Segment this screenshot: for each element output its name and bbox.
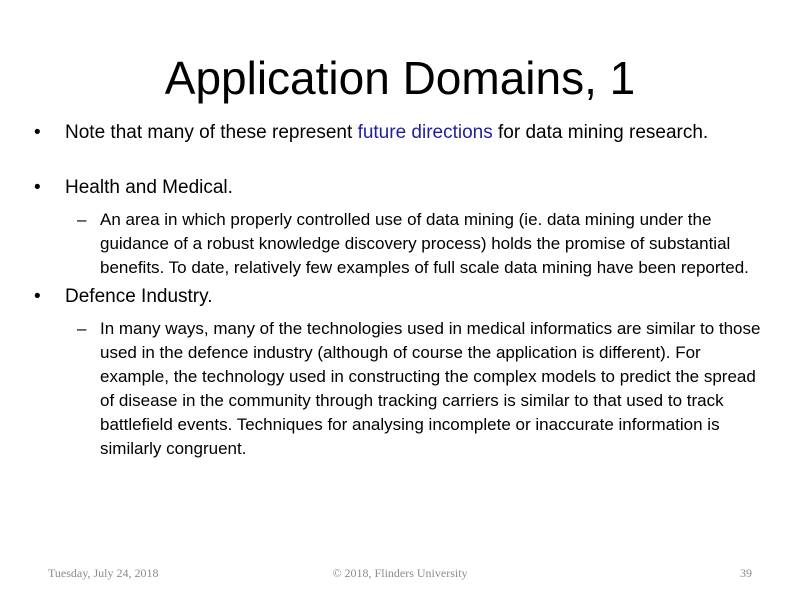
dash-icon: – [77, 210, 87, 229]
defence-industry-detail: In many ways, many of the technologies used in medical informatics are similar to those used in the defence industry (although of course the application is different). For example, the technology used in constructing the complex models to predict the spread of disease in the community through tracking carriers is similar to that used to track battlefield events. Techniques for analysing incomplete or inaccurate information is similarly congruent. [100, 319, 761, 458]
bullet-icon: • [34, 286, 41, 307]
dash-icon: – [77, 319, 87, 338]
slide-title: Application Domains, 1 [164, 52, 636, 104]
future-directions-highlight: future directions [357, 122, 493, 143]
intro-text-before: Note that many of these represent [65, 122, 358, 143]
health-medical-detail: An area in which properly controlled use of data mining (ie. data mining under the guidance of a robust knowledge discovery process) holds the promise of substantial benefits. To date, relatively few examples of full scale data mining have been reported. [100, 210, 749, 277]
sub-bullet-defence-industry [34, 317, 764, 461]
bullet-defence-industry [34, 284, 764, 309]
slide-body [34, 120, 764, 461]
footer-copyright: © 2018, Flinders University [332, 566, 468, 580]
footer-date: Tuesday, July 24, 2018 [48, 566, 159, 580]
footer-page-number: 39 [740, 566, 752, 580]
health-medical-heading: Health and Medical. [65, 177, 233, 198]
bullet-health-medical [34, 175, 764, 200]
sub-bullet-health-medical [34, 208, 764, 280]
bullet-intro [34, 120, 764, 145]
defence-industry-heading: Defence Industry. [65, 286, 213, 307]
bullet-icon: • [34, 177, 41, 198]
intro-text-after: for data mining research. [492, 122, 709, 143]
bullet-icon: • [34, 122, 41, 143]
